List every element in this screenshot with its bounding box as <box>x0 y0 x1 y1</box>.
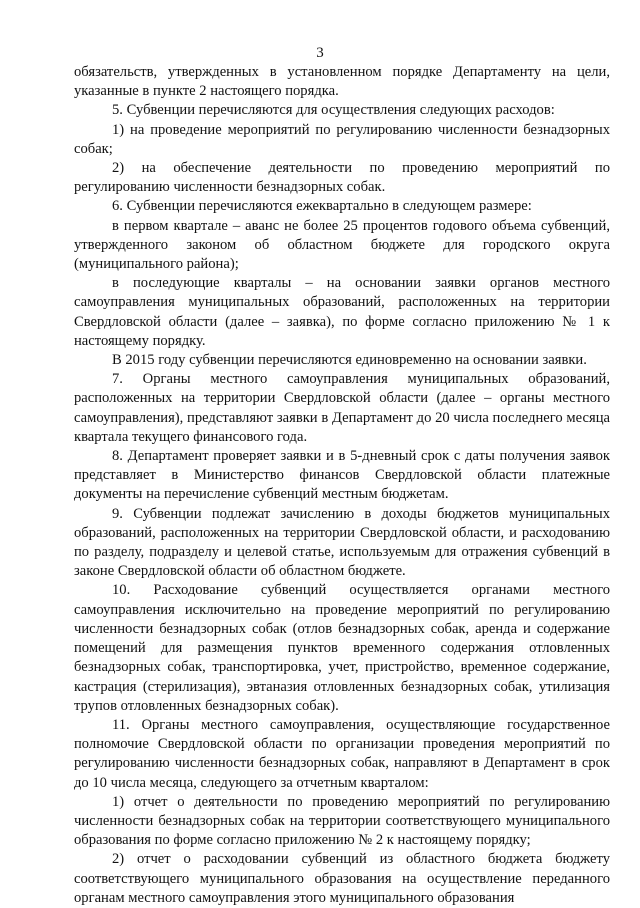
paragraph: 8. Департамент проверяет заявки и в 5-дневный срок с даты получения заявок представляет в Министерство финансов Свердловской области платежные документы на перечисление субвенций местным бюджетам. <box>74 448 610 503</box>
paragraph: 2) на обеспечение деятельности по проведению мероприятий по регулированию численности безнадзорных собак. <box>74 160 610 196</box>
paragraph: в последующие кварталы – на основании заявки органов местного самоуправления муниципальных образований, расположенных на территории Свердловской области (далее – заявка), по форме согласно приложению № 1 к настоящему порядку. <box>74 275 610 349</box>
paragraph: 7. Органы местного самоуправления муниципальных образований, расположенных на территории Свердловской области (далее – органы местного самоуправления), представляют заявки в Департамент до 20 числа последнего месяца квартала текущего финансового года. <box>74 371 610 445</box>
paragraph: В 2015 году субвенции перечисляются единовременно на основании заявки. <box>112 352 587 369</box>
paragraph: 6. Субвенции перечисляются ежеквартально в следующем размере: <box>112 198 532 215</box>
paragraph: обязательств, утвержденных в установленном порядке Департаменту на цели, указанные в пункте 2 настоящего порядка. <box>74 64 610 100</box>
paragraph: 10. Расходование субвенций осуществляется органами местного самоуправления исключительно на проведение мероприятий по регулированию численности безнадзорных собак (отлов безнадзорных собак, аренда и содержание помещений для размещения пунктов временного содержания отловленных безнадзорных собак, транспортировка, учет, пристройство, временное содержание, кастрация (стерилизация), эвтаназия отловленных безнадзорных собак, утилизация трупов отловленных безнадзорных собак). <box>74 582 610 714</box>
paragraph: 11. Органы местного самоуправления, осуществляющие государственное полномочие Свердловской области по организации проведения мероприятий по регулированию численности безнадзорных собак, направляют в Департамент в срок до 10 числа месяца, следующего за отчетным кварталом: <box>74 716 610 791</box>
paragraph: 2) отчет о расходовании субвенций из областного бюджета бюджету соответствующего муниципального образования на осуществление переданного органам местного самоуправления этого муниципального образования <box>74 851 610 906</box>
paragraph: 5. Субвенции перечисляются для осуществления следующих расходов: <box>112 102 555 119</box>
paragraph: в первом квартале – аванс не более 25 процентов годового объема субвенций, утвержденного законом об областном бюджете для городского округа (муниципального района); <box>74 217 610 273</box>
paragraph: 1) отчет о деятельности по проведению мероприятий по регулированию численности безнадзорных собак на территории соответствующего муниципального образования по форме согласно приложению № 2 к настоящему порядку; <box>74 793 610 849</box>
paragraph: 9. Субвенции подлежат зачислению в доходы бюджетов муниципальных образований, расположенных на территории Свердловской области, и расходованию по разделу, подразделу и целевой статье, используемым для отражения субвенций в законе Свердловской области об областном бюджете. <box>74 505 610 580</box>
document-body <box>74 63 610 908</box>
paragraph: 1) на проведение мероприятий по регулированию численности безнадзорных собак; <box>74 121 610 157</box>
page-number: 3 <box>316 45 324 61</box>
